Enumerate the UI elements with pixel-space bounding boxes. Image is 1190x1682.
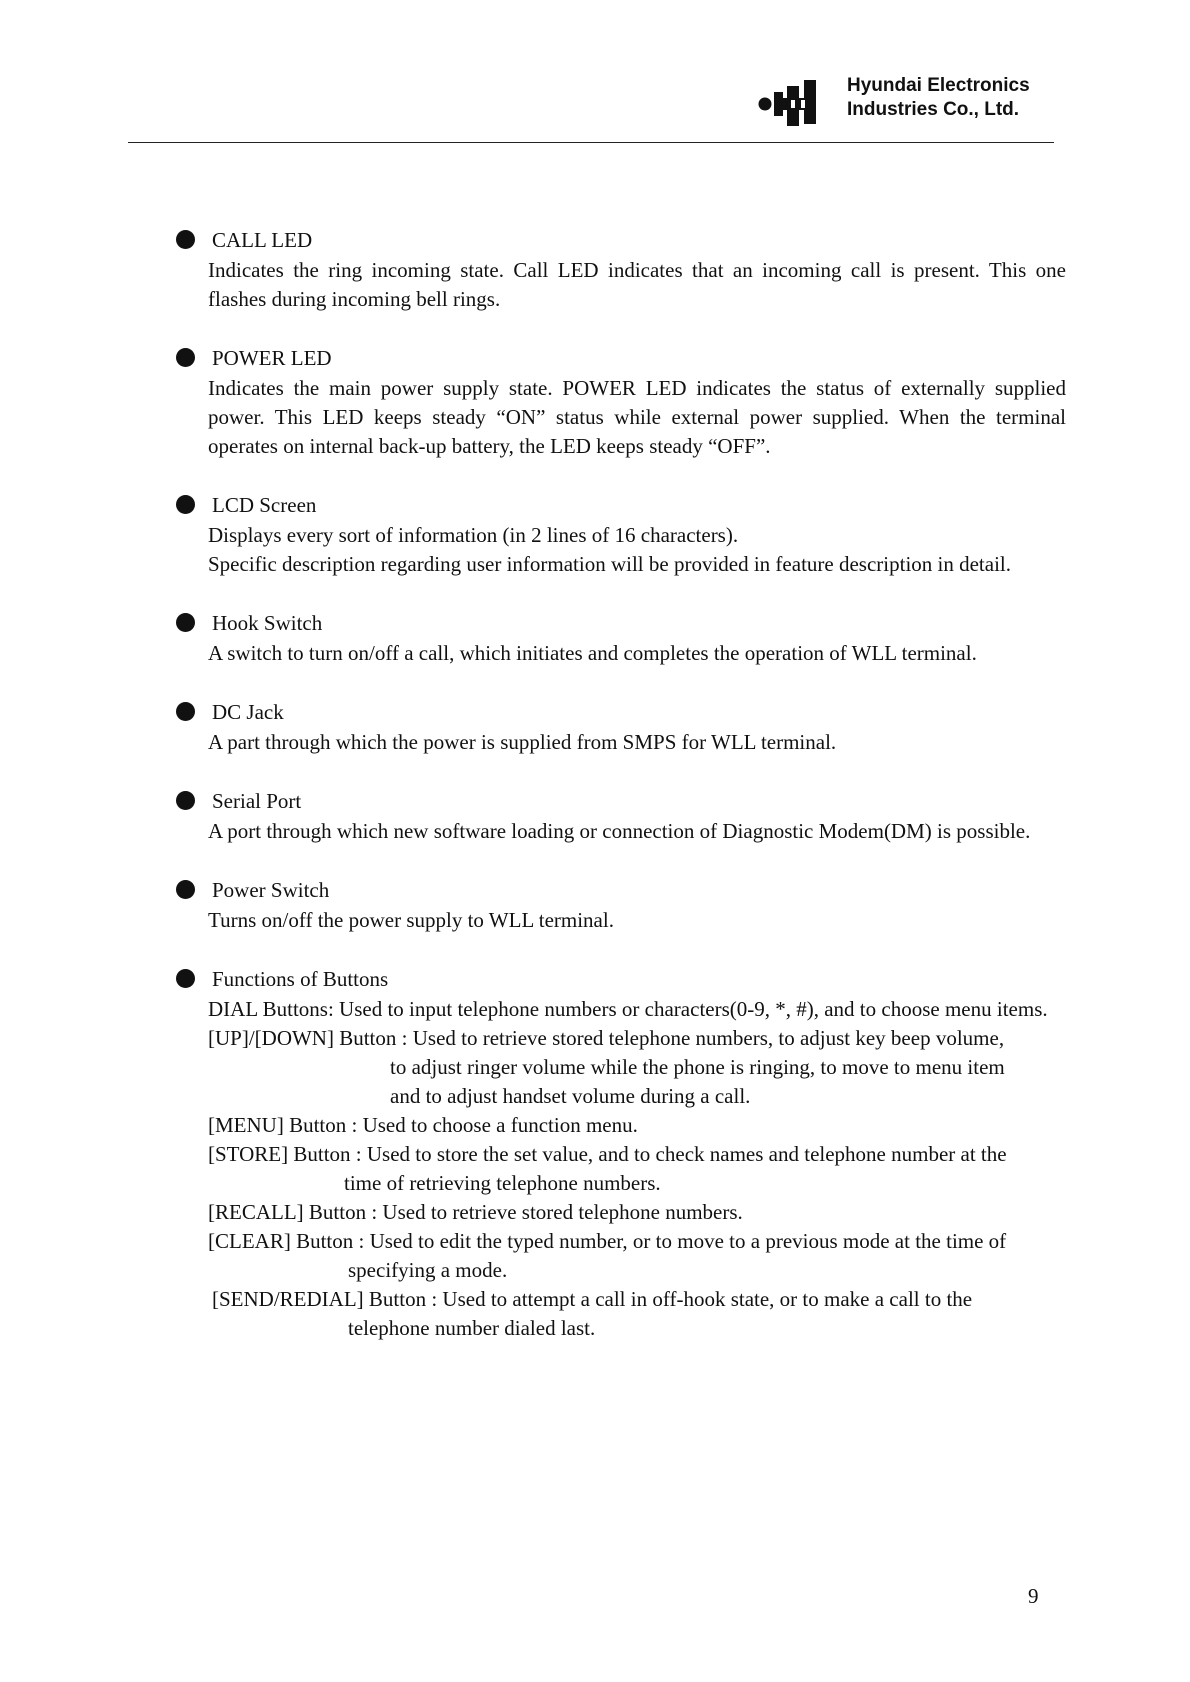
recall-button-text: [RECALL] Button : Used to retrieve stored telephone numbers. <box>208 1200 743 1224</box>
bullet-icon <box>176 230 195 249</box>
section-title: Hook Switch <box>212 611 323 635</box>
section-heading <box>176 226 1066 256</box>
section-body <box>208 817 1066 846</box>
section-heading <box>176 344 1066 374</box>
company-name <box>847 74 1030 122</box>
section-body <box>208 256 1066 314</box>
section-title: LCD Screen <box>212 493 317 517</box>
section-text: A switch to turn on/off a call, which initiates and completes the operation of WLL terminal. <box>208 641 977 665</box>
section-body <box>208 995 1066 1343</box>
section-heading <box>176 491 1066 521</box>
section-serial-port <box>176 787 1066 846</box>
clear-button-line2: specifying a mode. <box>348 1258 508 1282</box>
dial-buttons-text: DIAL Buttons: Used to input telephone numbers or characters(0-9, *, #), and to choose menu items. <box>208 997 1048 1021</box>
send-redial-button-line2: telephone number dialed last. <box>348 1316 596 1340</box>
updown-button-label: [UP]/[DOWN] Button : <box>208 1026 413 1050</box>
section-title: Power Switch <box>212 878 330 902</box>
section-dc-jack <box>176 698 1066 757</box>
section-title: POWER LED <box>212 346 332 370</box>
section-title: CALL LED <box>212 228 313 252</box>
bullet-icon <box>176 348 195 367</box>
page-header <box>0 0 1190 150</box>
bullet-icon <box>176 969 195 988</box>
section-body <box>208 639 1066 668</box>
page-number: 9 <box>1028 1584 1039 1608</box>
bullet-icon <box>176 702 195 721</box>
header-divider <box>128 142 1054 143</box>
send-redial-button-line1: [SEND/REDIAL] Button : Used to attempt a call in off-hook state, or to make a call to the <box>212 1287 973 1311</box>
section-text: Specific description regarding user information will be provided in feature description in detail. <box>208 552 1012 576</box>
section-call-led <box>176 226 1066 314</box>
section-hook-switch <box>176 609 1066 668</box>
updown-button-line2: to adjust ringer volume while the phone is ringing, to move to menu item <box>390 1055 1005 1079</box>
bullet-icon <box>176 613 195 632</box>
bullet-icon <box>176 880 195 899</box>
store-button-line2: time of retrieving telephone numbers. <box>344 1171 661 1195</box>
section-power-led <box>176 344 1066 461</box>
clear-button-line1: [CLEAR] Button : Used to edit the typed number, or to move to a previous mode at the time of <box>208 1229 1007 1253</box>
section-functions-of-buttons <box>176 965 1066 1343</box>
updown-button-line3: and to adjust handset volume during a call. <box>390 1084 751 1108</box>
page-content <box>176 226 1066 1373</box>
section-text: Displays every sort of information (in 2 lines of 16 characters). <box>208 523 739 547</box>
section-heading <box>176 876 1066 906</box>
section-lcd-screen <box>176 491 1066 579</box>
bullet-icon <box>176 495 195 514</box>
updown-button-line1: Used to retrieve stored telephone numbers, to adjust key beep volume, <box>412 1026 1005 1050</box>
section-body <box>208 521 1066 579</box>
section-text: A part through which the power is supplied from SMPS for WLL terminal. <box>208 730 837 754</box>
section-text: Indicates the main power supply state. POWER LED indicates the status of externally supplied power. This LED keeps steady “ON” status while external power supplied. When the terminal operates on internal back-up battery, the LED keeps steady “OFF”. <box>208 376 1066 458</box>
section-power-switch <box>176 876 1066 935</box>
menu-button-text: [MENU] Button : Used to choose a function menu. <box>208 1113 638 1137</box>
section-title: Serial Port <box>212 789 302 813</box>
company-name-line2: Industries Co., Ltd. <box>847 99 1020 120</box>
section-body <box>208 728 1066 757</box>
section-body <box>208 374 1066 461</box>
section-heading <box>176 609 1066 639</box>
section-title: DC Jack <box>212 700 284 724</box>
bullet-icon <box>176 791 195 810</box>
company-name-line1: Hyundai Electronics <box>847 75 1030 96</box>
section-body <box>208 906 1066 935</box>
hyundai-logo-icon <box>758 78 830 128</box>
section-heading <box>176 787 1066 817</box>
updown-button-text <box>208 1024 1066 1053</box>
store-button-line1: [STORE] Button : Used to store the set value, and to check names and telephone number at the <box>208 1142 1007 1166</box>
section-heading <box>176 965 1066 995</box>
section-text: Turns on/off the power supply to WLL terminal. <box>208 908 614 932</box>
section-text: Indicates the ring incoming state. Call LED indicates that an incoming call is present. This one flashes during incoming bell rings. <box>208 258 1066 311</box>
section-title: Functions of Buttons <box>212 967 389 991</box>
section-heading <box>176 698 1066 728</box>
section-text: A port through which new software loading or connection of Diagnostic Modem(DM) is possible. <box>208 819 1031 843</box>
